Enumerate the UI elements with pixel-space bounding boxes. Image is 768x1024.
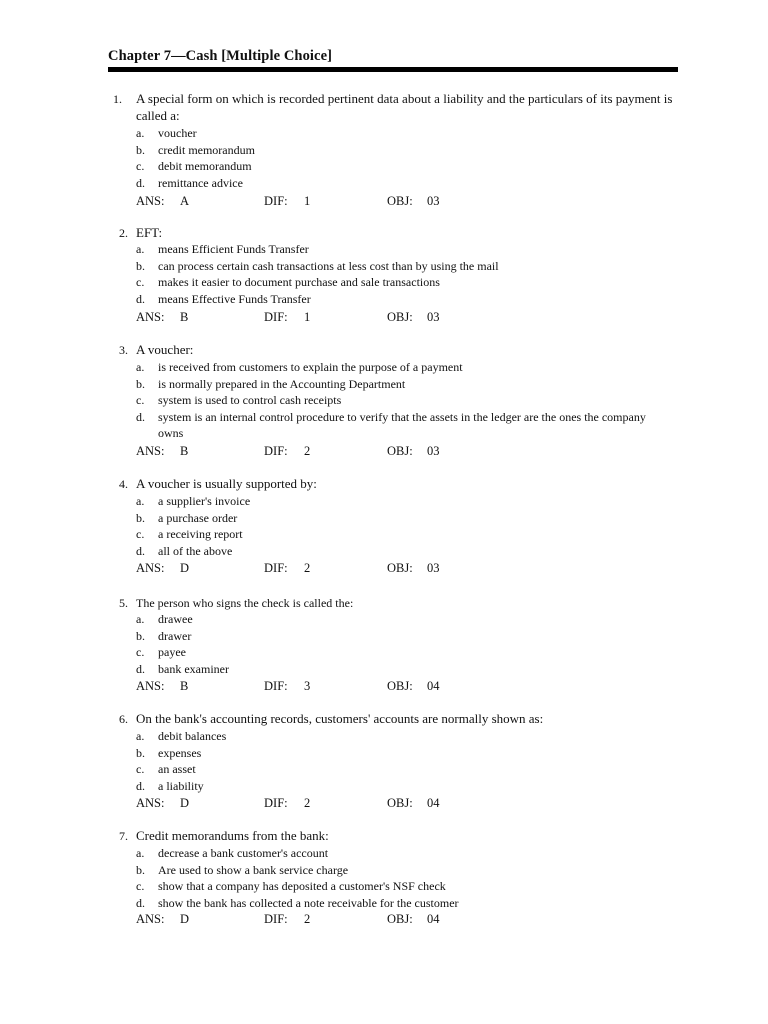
- ans-label: ANS:: [136, 912, 165, 926]
- option-a: [136, 493, 676, 510]
- option-letter: d.: [136, 409, 145, 424]
- option-text: show the bank has collected a note receivable for the customer: [158, 895, 459, 910]
- question-stem: A voucher is usually supported by:: [136, 476, 317, 491]
- ans-value: B: [180, 310, 189, 324]
- option-letter: a.: [136, 729, 145, 743]
- dif-value: 2: [304, 444, 311, 458]
- option-d: [136, 661, 676, 678]
- option-letter: c.: [136, 645, 145, 659]
- dif-label: DIF:: [264, 561, 288, 575]
- obj-label: OBJ:: [387, 444, 413, 458]
- obj-label: OBJ:: [387, 194, 413, 208]
- question-number: 4.: [119, 477, 128, 491]
- obj-value: 04: [427, 912, 440, 926]
- obj-label: OBJ:: [387, 796, 413, 810]
- option-text: voucher: [158, 126, 197, 140]
- option-a: [136, 728, 676, 745]
- option-c: [136, 274, 676, 291]
- option-d: [136, 895, 676, 912]
- question-number: 6.: [119, 712, 128, 726]
- ans-value: B: [180, 444, 189, 458]
- dif-value: 2: [304, 561, 311, 575]
- option-d: [136, 778, 676, 795]
- ans-label: ANS:: [136, 310, 165, 324]
- question-number: 3.: [119, 343, 128, 357]
- title-divider: [108, 67, 678, 72]
- obj-label: OBJ:: [387, 912, 413, 926]
- option-letter: a.: [136, 242, 145, 256]
- option-letter: c.: [136, 275, 145, 289]
- dif-value: 3: [304, 679, 311, 693]
- option-text: expenses: [158, 745, 202, 760]
- option-letter: a.: [136, 126, 145, 140]
- option-letter: d.: [136, 543, 145, 558]
- option-a: [136, 611, 676, 628]
- obj-value: 03: [427, 194, 440, 208]
- option-b: [136, 510, 676, 527]
- option-d: [136, 291, 676, 308]
- option-a: [136, 125, 676, 142]
- option-a: [136, 359, 676, 376]
- obj-label: OBJ:: [387, 310, 413, 324]
- option-letter: b.: [136, 862, 145, 877]
- option-text: a receiving report: [158, 527, 243, 541]
- obj-value: 03: [427, 444, 440, 458]
- dif-label: DIF:: [264, 310, 288, 324]
- option-b: [136, 258, 676, 275]
- option-letter: d.: [136, 291, 145, 306]
- option-text: decrease a bank customer's account: [158, 846, 329, 860]
- option-b: [136, 862, 676, 879]
- option-text: bank examiner: [158, 661, 229, 676]
- question-stem: The person who signs the check is called the:: [136, 596, 354, 610]
- option-letter: b.: [136, 258, 145, 273]
- option-letter: c.: [136, 159, 145, 173]
- dif-value: 1: [304, 310, 311, 324]
- dif-value: 2: [304, 796, 311, 810]
- ans-value: D: [180, 796, 190, 810]
- question-number: 7.: [119, 829, 128, 843]
- option-text: credit memorandum: [158, 142, 255, 157]
- obj-value: 03: [427, 310, 440, 324]
- question-number: 5.: [119, 596, 128, 610]
- option-letter: b.: [136, 376, 145, 391]
- question-number: 2.: [119, 226, 128, 240]
- answer-options: [136, 359, 676, 442]
- option-text: payee: [158, 645, 186, 659]
- obj-label: OBJ:: [387, 561, 413, 575]
- option-letter: c.: [136, 879, 145, 893]
- question-stem: A voucher:: [136, 342, 194, 357]
- dif-label: DIF:: [264, 912, 288, 926]
- answer-options: [136, 845, 676, 911]
- question-stem: On the bank's accounting records, customers' accounts are normally shown as:: [136, 711, 544, 726]
- option-text: show that a company has deposited a customer's NSF check: [158, 879, 446, 893]
- option-text: all of the above: [158, 543, 233, 558]
- option-letter: d.: [136, 661, 145, 676]
- option-a: [136, 845, 676, 862]
- option-letter: d.: [136, 778, 145, 793]
- option-text: drawer: [158, 628, 192, 643]
- option-letter: b.: [136, 745, 145, 760]
- option-letter: a.: [136, 494, 145, 508]
- ans-label: ANS:: [136, 194, 165, 208]
- dif-value: 1: [304, 194, 311, 208]
- option-c: [136, 761, 676, 778]
- ans-value: B: [180, 679, 189, 693]
- option-text: means Efficient Funds Transfer: [158, 242, 309, 256]
- option-c: [136, 526, 676, 543]
- answer-options: [136, 728, 676, 794]
- question-stem: Credit memorandums from the bank:: [136, 828, 329, 843]
- option-text: is received from customers to explain the purpose of a payment: [158, 360, 463, 374]
- option-letter: a.: [136, 612, 145, 626]
- option-b: [136, 628, 676, 645]
- option-c: [136, 644, 676, 661]
- option-d: [136, 175, 676, 192]
- option-letter: b.: [136, 142, 145, 157]
- ans-label: ANS:: [136, 561, 165, 575]
- option-b: [136, 745, 676, 762]
- option-letter: b.: [136, 628, 145, 643]
- option-text: a liability: [158, 778, 204, 793]
- option-text: Are used to show a bank service charge: [158, 862, 349, 877]
- option-d: [136, 409, 676, 442]
- dif-label: DIF:: [264, 194, 288, 208]
- option-text: debit balances: [158, 729, 227, 743]
- dif-label: DIF:: [264, 444, 288, 458]
- option-letter: c.: [136, 527, 145, 541]
- option-text: system is used to control cash receipts: [158, 393, 342, 407]
- obj-value: 04: [427, 679, 440, 693]
- ans-label: ANS:: [136, 796, 165, 810]
- answer-options: [136, 241, 676, 307]
- option-text: makes it easier to document purchase and sale transactions: [158, 275, 440, 289]
- ans-label: ANS:: [136, 679, 165, 693]
- option-letter: a.: [136, 360, 145, 374]
- question-stem: EFT:: [136, 225, 163, 240]
- dif-value: 2: [304, 912, 311, 926]
- dif-label: DIF:: [264, 796, 288, 810]
- answer-options: [136, 493, 676, 559]
- option-letter: d.: [136, 175, 145, 190]
- option-b: [136, 376, 676, 393]
- option-text: is normally prepared in the Accounting Department: [158, 376, 406, 391]
- option-letter: a.: [136, 846, 145, 860]
- ans-value: D: [180, 561, 190, 575]
- ans-label: ANS:: [136, 444, 165, 458]
- dif-label: DIF:: [264, 679, 288, 693]
- answer-options: [136, 125, 676, 191]
- option-text: remittance advice: [158, 175, 243, 190]
- option-text: can process certain cash transactions at less cost than by using the mail: [158, 258, 499, 273]
- option-text: system is an internal control procedure to verify that the assets in the ledger are the ones the company owns: [158, 409, 646, 440]
- option-text: means Effective Funds Transfer: [158, 291, 311, 306]
- option-a: [136, 241, 676, 258]
- question-stem: A special form on which is recorded pertinent data about a liability and the particulars of its payment is called a:: [136, 91, 673, 123]
- option-letter: b.: [136, 510, 145, 525]
- option-letter: c.: [136, 762, 145, 776]
- option-letter: d.: [136, 895, 145, 910]
- option-text: a supplier's invoice: [158, 494, 251, 508]
- option-d: [136, 543, 676, 560]
- obj-value: 04: [427, 796, 440, 810]
- answer-options: [136, 611, 676, 677]
- option-c: [136, 878, 676, 895]
- option-letter: c.: [136, 393, 145, 407]
- question-number: 1.: [113, 92, 122, 106]
- option-text: a purchase order: [158, 510, 238, 525]
- option-c: [136, 392, 676, 409]
- option-c: [136, 158, 676, 175]
- obj-label: OBJ:: [387, 679, 413, 693]
- option-text: drawee: [158, 612, 193, 626]
- option-text: an asset: [158, 762, 196, 776]
- page-title: Chapter 7—Cash [Multiple Choice]: [108, 48, 333, 64]
- option-b: [136, 142, 676, 159]
- ans-value: D: [180, 912, 190, 926]
- obj-value: 03: [427, 561, 440, 575]
- option-text: debit memorandum: [158, 159, 252, 173]
- ans-value: A: [180, 194, 190, 208]
